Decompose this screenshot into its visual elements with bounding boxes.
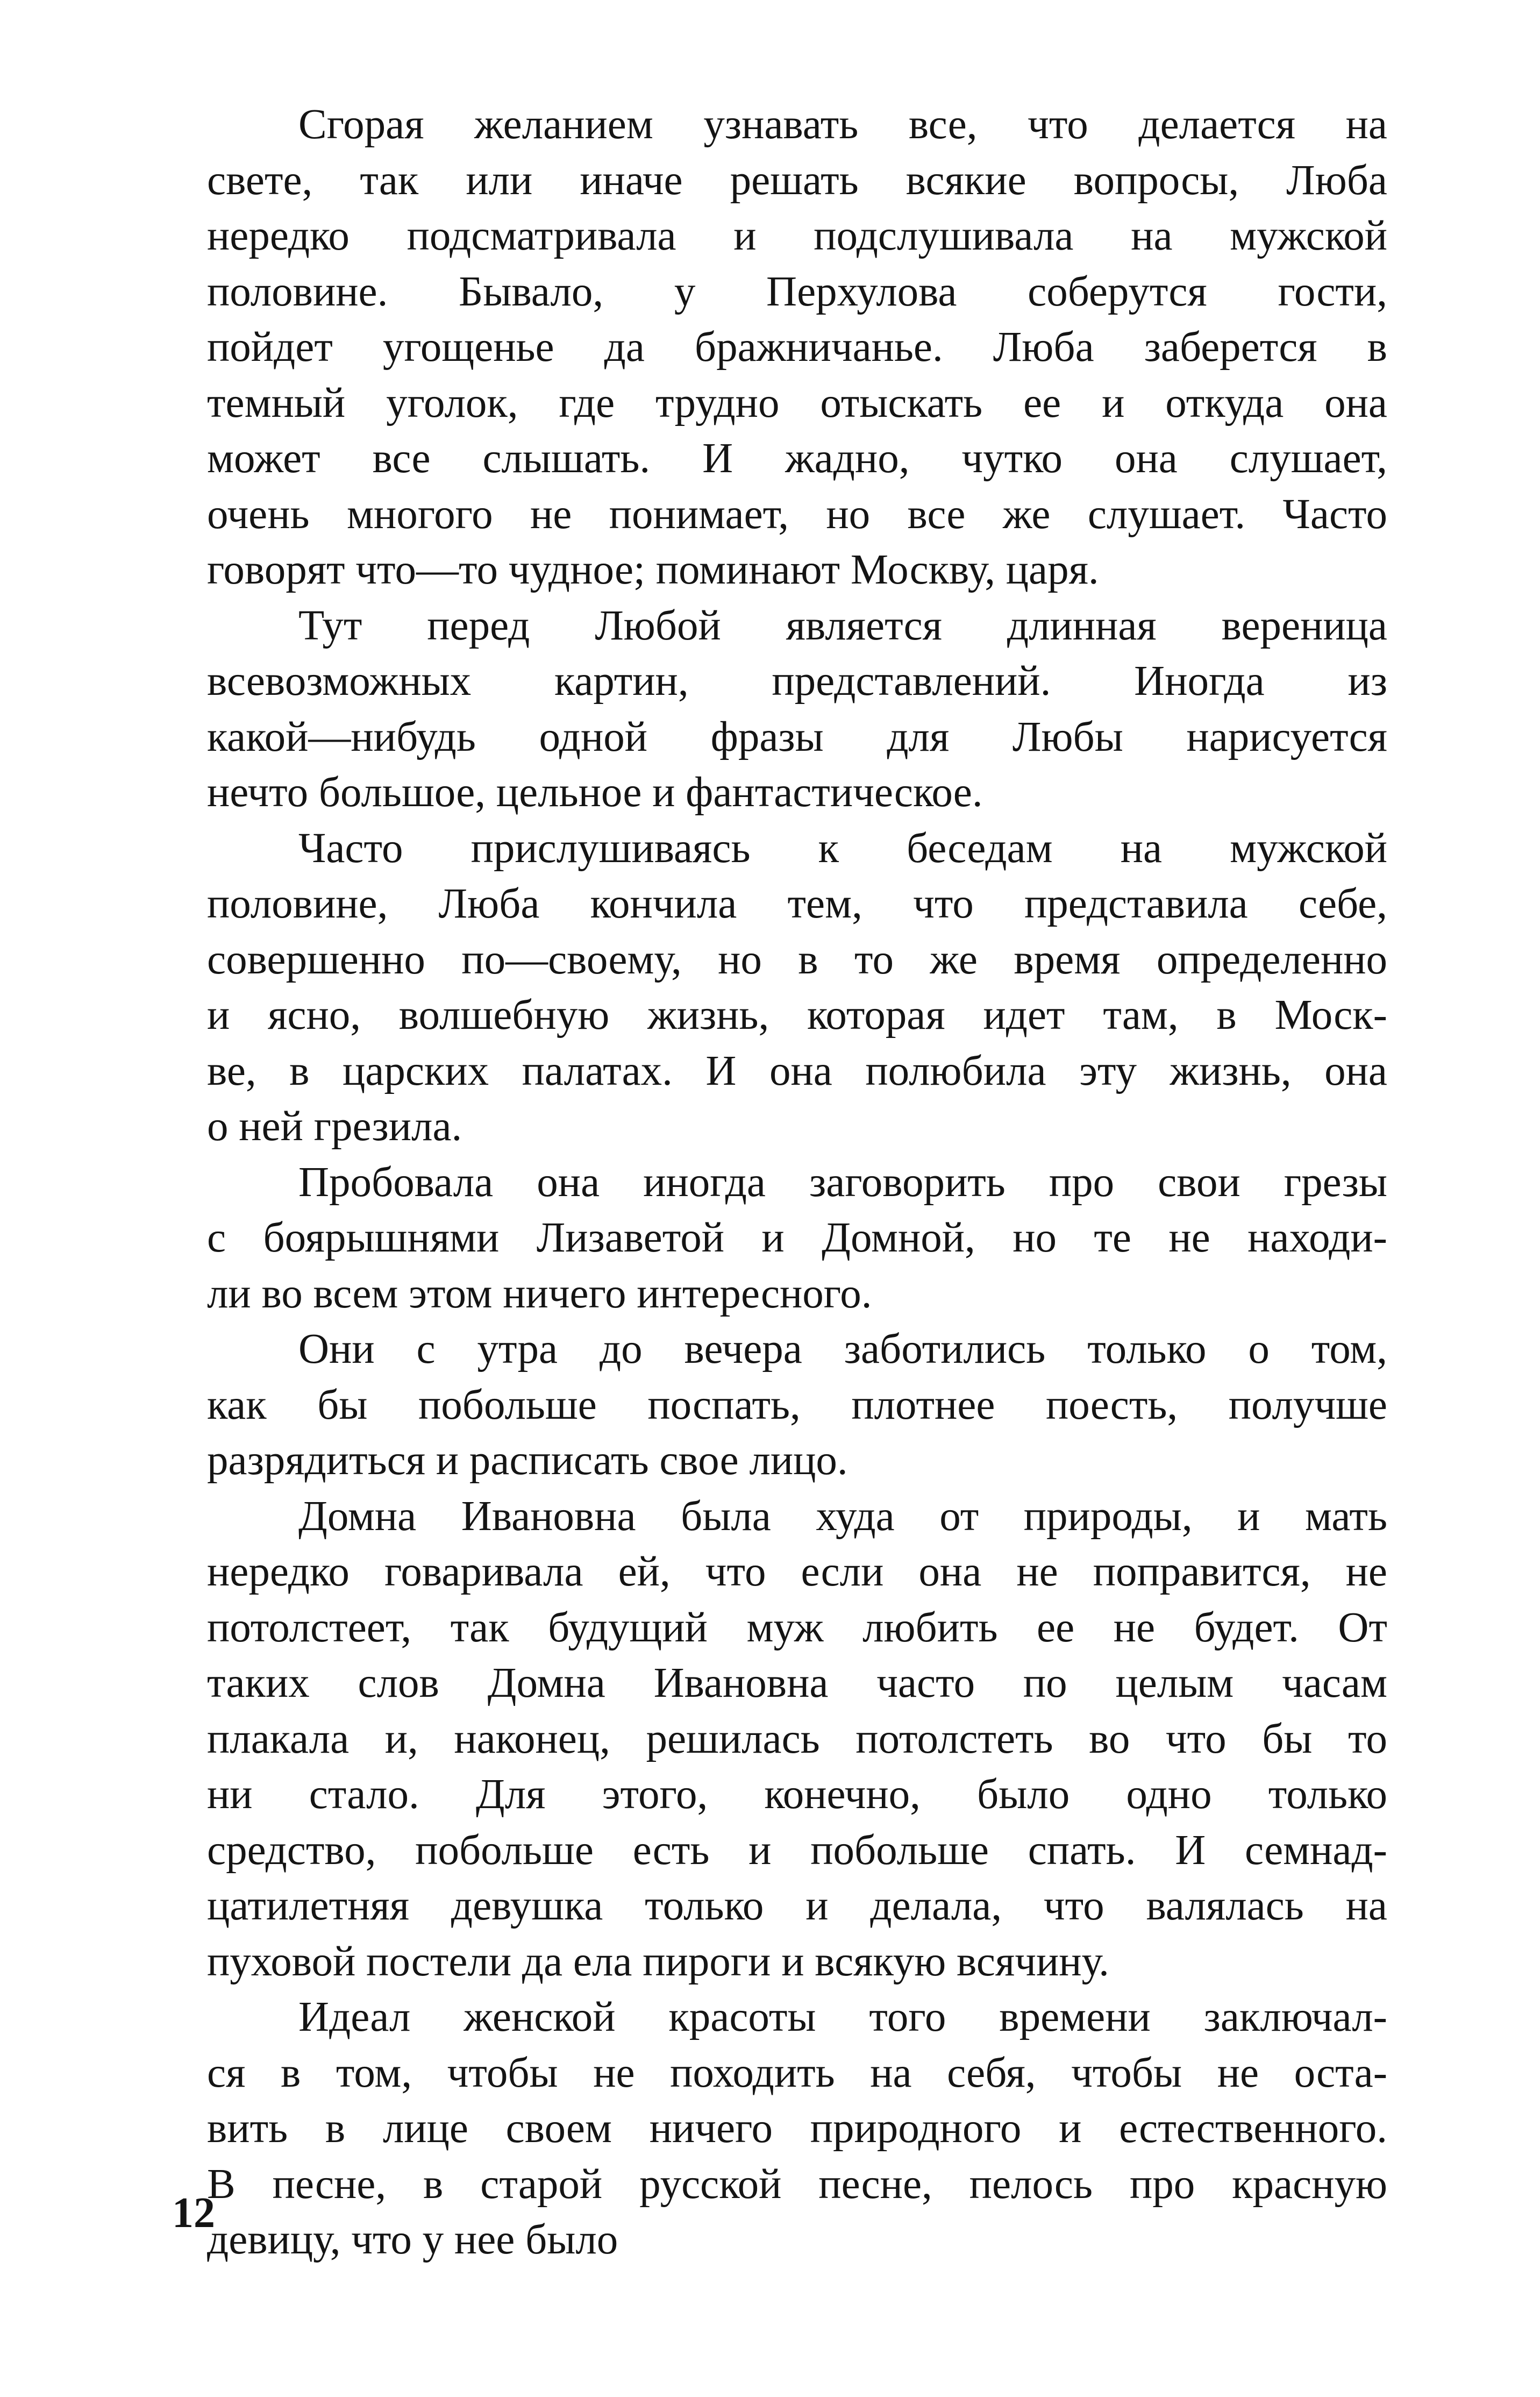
- text-line: разрядиться и расписать свое лицо.: [207, 1437, 848, 1484]
- text-line: совершенно по—своему, но в то же время определенно: [207, 936, 1387, 983]
- text-line: всевозможных картин, представлений. Иногда из: [207, 658, 1387, 705]
- text-line: потолстеет, так будущий муж любить ее не будет. От: [207, 1604, 1387, 1651]
- text-line: Домна Ивановна была худа от природы, и мать: [298, 1492, 1387, 1540]
- text-line: нередко подсматривала и подслушивала на мужской: [207, 212, 1387, 259]
- text-line: плакала и, наконец, решилась потолстеть во что бы то: [207, 1715, 1387, 1762]
- text-line: ве, в царских палатах. И она полюбила эту жизнь, она: [207, 1047, 1387, 1094]
- text-line: половине. Бывало, у Перхулова соберутся гости,: [207, 268, 1387, 315]
- paragraph: [207, 1989, 1387, 2268]
- text-line: ли во всем этом ничего интересного.: [207, 1270, 872, 1317]
- text-line: средство, побольше есть и побольше спать. И семнад-: [207, 1826, 1387, 1874]
- text-line: нередко говаривала ей, что если она не поправится, не: [207, 1548, 1387, 1595]
- text-line: как бы побольше поспать, плотнее поесть, получше: [207, 1381, 1387, 1428]
- paragraph: [207, 1155, 1387, 1322]
- text-line: ни стало. Для этого, конечно, было одно только: [207, 1771, 1387, 1818]
- text-line: о ней грезила.: [207, 1103, 462, 1150]
- text-line: говорят что—то чудное; поминают Москву, царя.: [207, 546, 1099, 593]
- page-text: [207, 97, 1387, 2268]
- text-line: какой—нибудь одной фразы для Любы нарисуется: [207, 713, 1387, 760]
- paragraph: [207, 1489, 1387, 1990]
- paragraph: [207, 598, 1387, 821]
- text-line: В песне, в старой русской песне, пелось про красную: [207, 2160, 1387, 2208]
- text-line: таких слов Домна Ивановна часто по целым часам: [207, 1660, 1387, 1706]
- text-line: может все слышать. И жадно, чутко она слушает,: [207, 435, 1387, 482]
- text-line: вить в лице своем ничего природного и естественного.: [207, 2105, 1387, 2152]
- text-line: с боярышнями Лизаветой и Домной, но те не находи-: [207, 1214, 1387, 1261]
- text-line: половине, Люба кончила тем, что представила себе,: [207, 880, 1387, 927]
- paragraph: [207, 97, 1387, 598]
- text-line: свете, так или иначе решать всякие вопросы, Люба: [207, 157, 1387, 204]
- text-line: Пробовала она иногда заговорить про свои грезы: [298, 1158, 1387, 1206]
- text-line: Идеал женской красоты того времени заключал-: [298, 1994, 1387, 2040]
- text-line: пуховой постели да ела пироги и всякую всячину.: [207, 1938, 1109, 1985]
- text-line: и ясно, волшебную жизнь, которая идет там, в Моск-: [207, 992, 1387, 1039]
- text-line: цатилетняя девушка только и делала, что валялась на: [207, 1882, 1387, 1929]
- text-line: пойдет угощенье да бражничанье. Люба заберется в: [207, 324, 1387, 371]
- text-line: Часто прислушиваясь к беседам на мужской: [298, 824, 1387, 872]
- text-line: Тут перед Любой является длинная вереница: [298, 602, 1387, 649]
- text-line: темный уголок, где трудно отыскать ее и откуда она: [207, 379, 1387, 426]
- text-line: девицу, что у нее было: [207, 2216, 618, 2263]
- text-line: Сгорая желанием узнавать все, что делается на: [298, 101, 1387, 148]
- text-line: Они с утра до вечера заботились только о том,: [298, 1326, 1387, 1372]
- paragraph: [207, 821, 1387, 1155]
- paragraph: [207, 1321, 1387, 1489]
- page-number: 12: [172, 2189, 215, 2237]
- text-line: ся в том, чтобы не походить на себя, чтобы не оста-: [207, 2049, 1387, 2096]
- text-line: очень многого не понимает, но все же слушает. Часто: [207, 490, 1387, 538]
- text-line: нечто большое, цельное и фантастическое.: [207, 769, 983, 816]
